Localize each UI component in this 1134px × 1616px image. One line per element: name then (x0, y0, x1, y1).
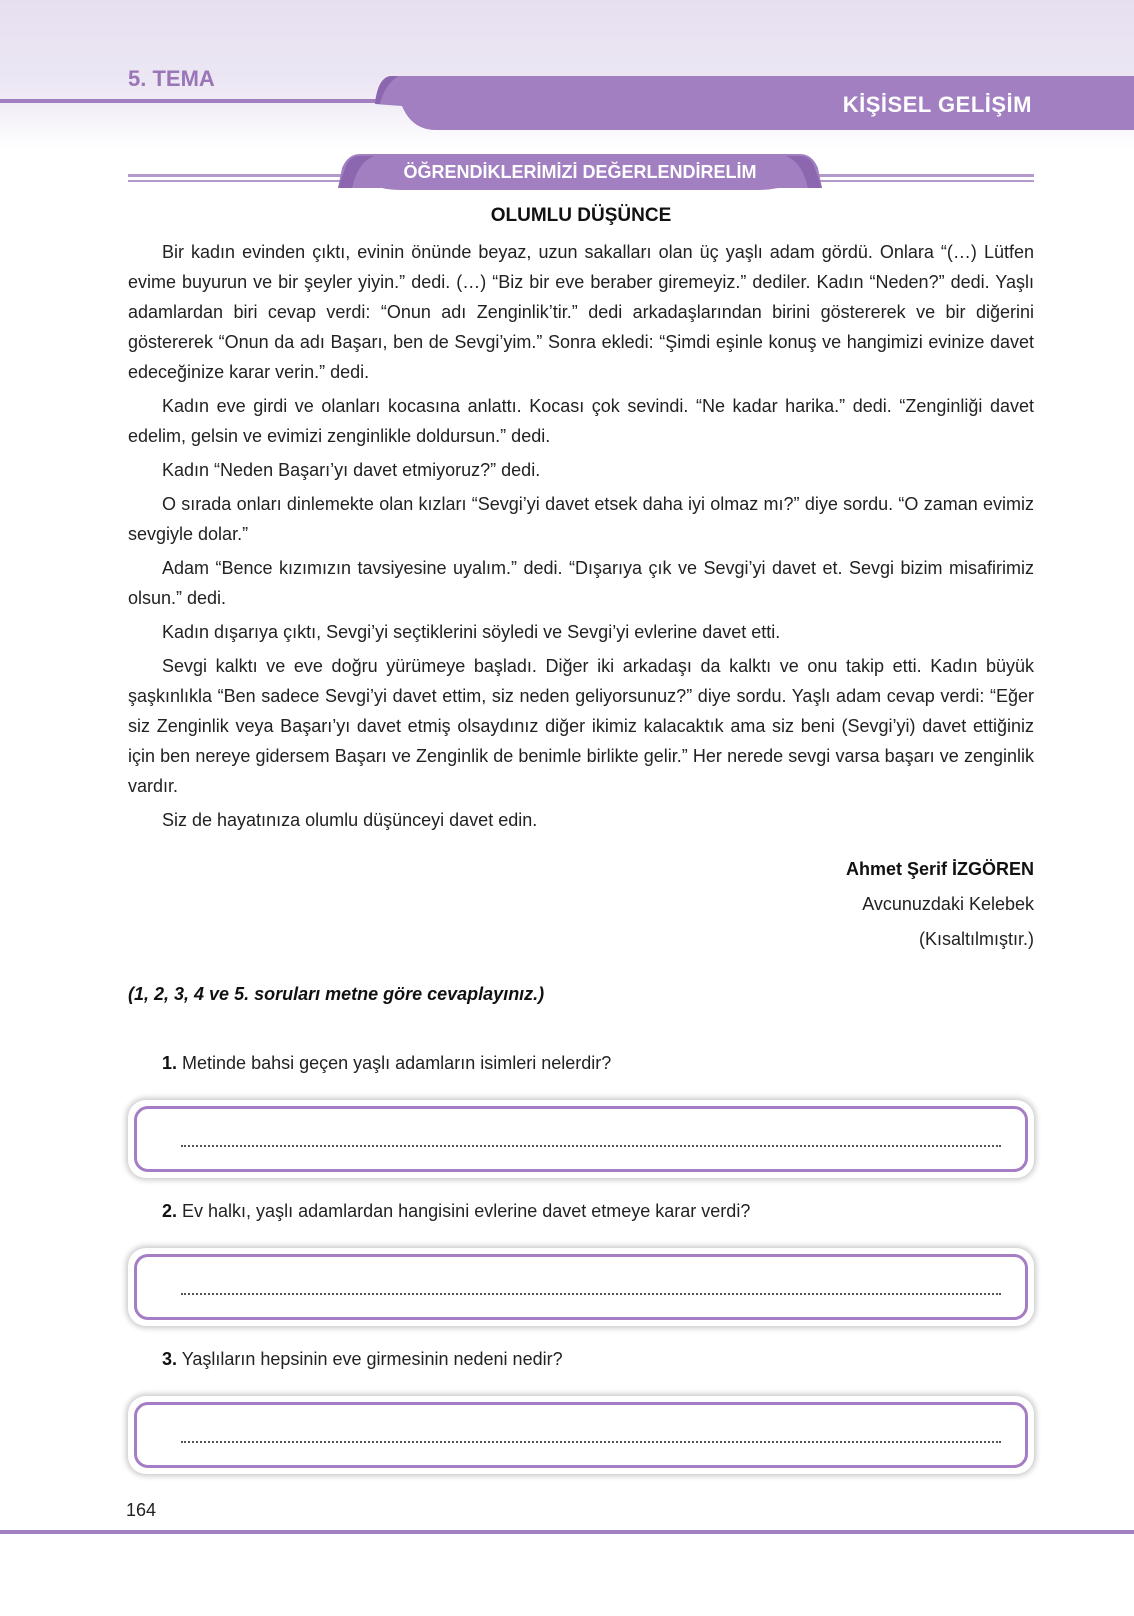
book-title: Avcunuzdaki Kelebek (862, 894, 1034, 914)
question-1 (162, 1053, 611, 1074)
question-text: Yaşlıların hepsinin eve girmesinin nedeni nedir? (181, 1349, 563, 1369)
footer-line (0, 1530, 1134, 1534)
question-2 (162, 1201, 750, 1222)
story-paragraph: Sevgi kalktı ve eve doğru yürümeye başladı. Diğer iki arkadaşı da kalktı ve onu takip etti. Kadın büyük şaşkınlıkla “Ben sadece Sevgi’yi davet ettim, siz neden geliyorsunuz?” diye sordu. Yaşlı adam cevap verdi: “Eğer siz Zenginlik veya Başarı’yı davet etmiş olsaydınız diğer ikimiz kalacaktık ama siz beni (Sevgi’yi) davet ettiğiniz için ben nereye gidersem Başarı ve Zenginlik de benimle birlikte gelir.” Her nerede sevgi varsa başarı ve zenginlik vardır. (128, 656, 1034, 796)
question-text: Metinde bahsi geçen yaşlı adamların isimleri nelerdir? (182, 1053, 612, 1073)
story-source (128, 852, 1034, 957)
answer-dotted-line (181, 1145, 1001, 1147)
answer-box-2[interactable] (128, 1248, 1034, 1326)
unit-label: 5. TEMA (128, 66, 215, 91)
section-title: ÖĞRENDİKLERİMİZİ DEĞERLENDİRELİM (403, 162, 757, 182)
story-paragraph: Bir kadın evinden çıktı, evinin önünde beyaz, uzun sakalları olan üç yaşlı adam gördü. Onlara “(…) Lütfen evime buyurun ve bir şeyler yiyin.” dedi. (…) “Biz bir eve beraber giremeyiz.” dediler. Kadın “Neden?” dedi. Yaşlı adamlardan biri cevap verdi: “Onun adı Zenginlik’tir.” dedi arkadaşlarından birini göstererek ve bir diğerini göstererek “Onun da adı Başarı, ben de Sevgi’yim.” Sonra ekledi: “Şimdi eşinle konuş ve hangimizi evinize davet edeceğinize karar verin.” dedi. (128, 242, 1034, 382)
story-paragraph: Adam “Bence kızımızın tavsiyesine uyalım.” dedi. “Dışarıya çık ve Sevgi’yi davet et. Sevgi bizim misafirimiz olsun.” dedi. (128, 558, 1034, 608)
answer-dotted-line (181, 1293, 1001, 1295)
story-paragraph: Kadın eve girdi ve olanları kocasına anlattı. Kocası çok sevindi. “Ne kadar harika.” dedi. “Zenginliği davet edelim, gelsin ve evimizi zenginlikle doldursun.” dedi. (128, 396, 1034, 446)
story-paragraph: Kadın dışarıya çıktı, Sevgi’yi seçtiklerini söyledi ve Sevgi’yi evlerine davet etti. (162, 622, 781, 642)
answer-dotted-line (181, 1441, 1001, 1443)
theme-title: KİŞİSEL GELİŞİM (842, 92, 1032, 117)
story-title: OLUMLU DÜŞÜNCE (490, 205, 672, 226)
story-text (128, 237, 1034, 839)
author-name: Ahmet Şerif İZGÖREN (845, 859, 1034, 879)
question-number: 1. (162, 1053, 178, 1073)
story-paragraph: O sırada onları dinlemekte olan kızları “Sevgi’yi davet etsek daha iyi olmaz mı?” diye sordu. “O zaman evimiz sevgiyle dolar.” (128, 494, 1034, 544)
answer-frame (134, 1106, 1028, 1172)
question-text: Ev halkı, yaşlı adamlardan hangisini evlerine davet etmeye karar verdi? (182, 1201, 751, 1221)
question-3 (162, 1349, 563, 1370)
answer-box-1[interactable] (128, 1100, 1034, 1178)
question-number: 3. (162, 1349, 178, 1369)
story-paragraph: Siz de hayatınıza olumlu düşünceyi davet edin. (162, 810, 538, 830)
questions-instruction: (1, 2, 3, 4 ve 5. soruları metne göre cevaplayınız.) (128, 984, 545, 1004)
abridged-note: (Kısaltılmıştır.) (918, 929, 1034, 949)
story-paragraph: Kadın “Neden Başarı’yı davet etmiyoruz?” dedi. (162, 460, 541, 480)
answer-box-3[interactable] (128, 1396, 1034, 1474)
question-number: 2. (162, 1201, 178, 1221)
answer-frame (134, 1254, 1028, 1320)
page-number: 164 (126, 1500, 157, 1520)
answer-frame (134, 1402, 1028, 1468)
